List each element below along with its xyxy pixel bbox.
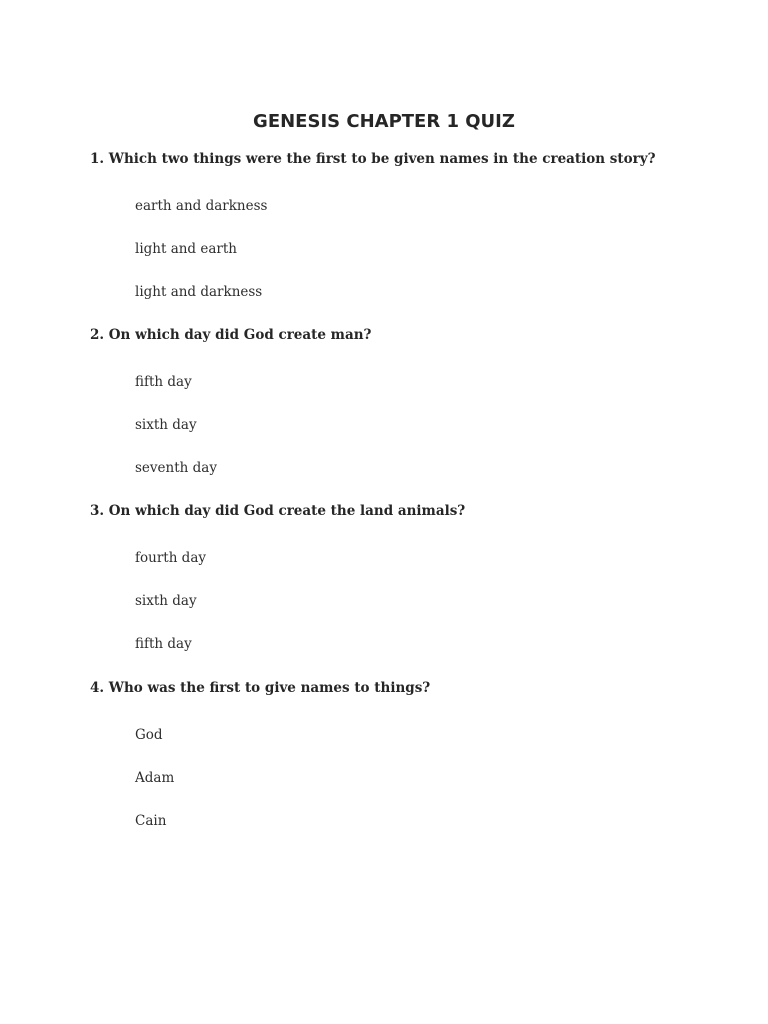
page-title: GENESIS CHAPTER 1 QUIZ <box>253 111 515 132</box>
question-1-option-2: light and earth <box>135 241 237 257</box>
question-4: 4. Who was the first to give names to things? <box>90 680 431 696</box>
question-4-option-1: God <box>135 727 163 743</box>
question-3-option-3: fifth day <box>135 636 192 652</box>
question-3-option-1: fourth day <box>135 550 207 566</box>
question-2: 2. On which day did God create man? <box>90 327 372 343</box>
question-1-option-1: earth and darkness <box>135 198 268 214</box>
question-2-option-1: fifth day <box>135 374 192 390</box>
question-4-option-2: Adam <box>135 770 175 786</box>
question-2-option-2: sixth day <box>135 417 197 433</box>
question-2-option-3: seventh day <box>135 460 217 476</box>
question-1: 1. Which two things were the first to be given names in the creation story? <box>90 151 656 167</box>
question-3: 3. On which day did God create the land animals? <box>90 503 466 519</box>
question-3-option-2: sixth day <box>135 593 197 609</box>
question-4-option-3: Cain <box>135 813 167 829</box>
question-1-option-3: light and darkness <box>135 284 263 300</box>
